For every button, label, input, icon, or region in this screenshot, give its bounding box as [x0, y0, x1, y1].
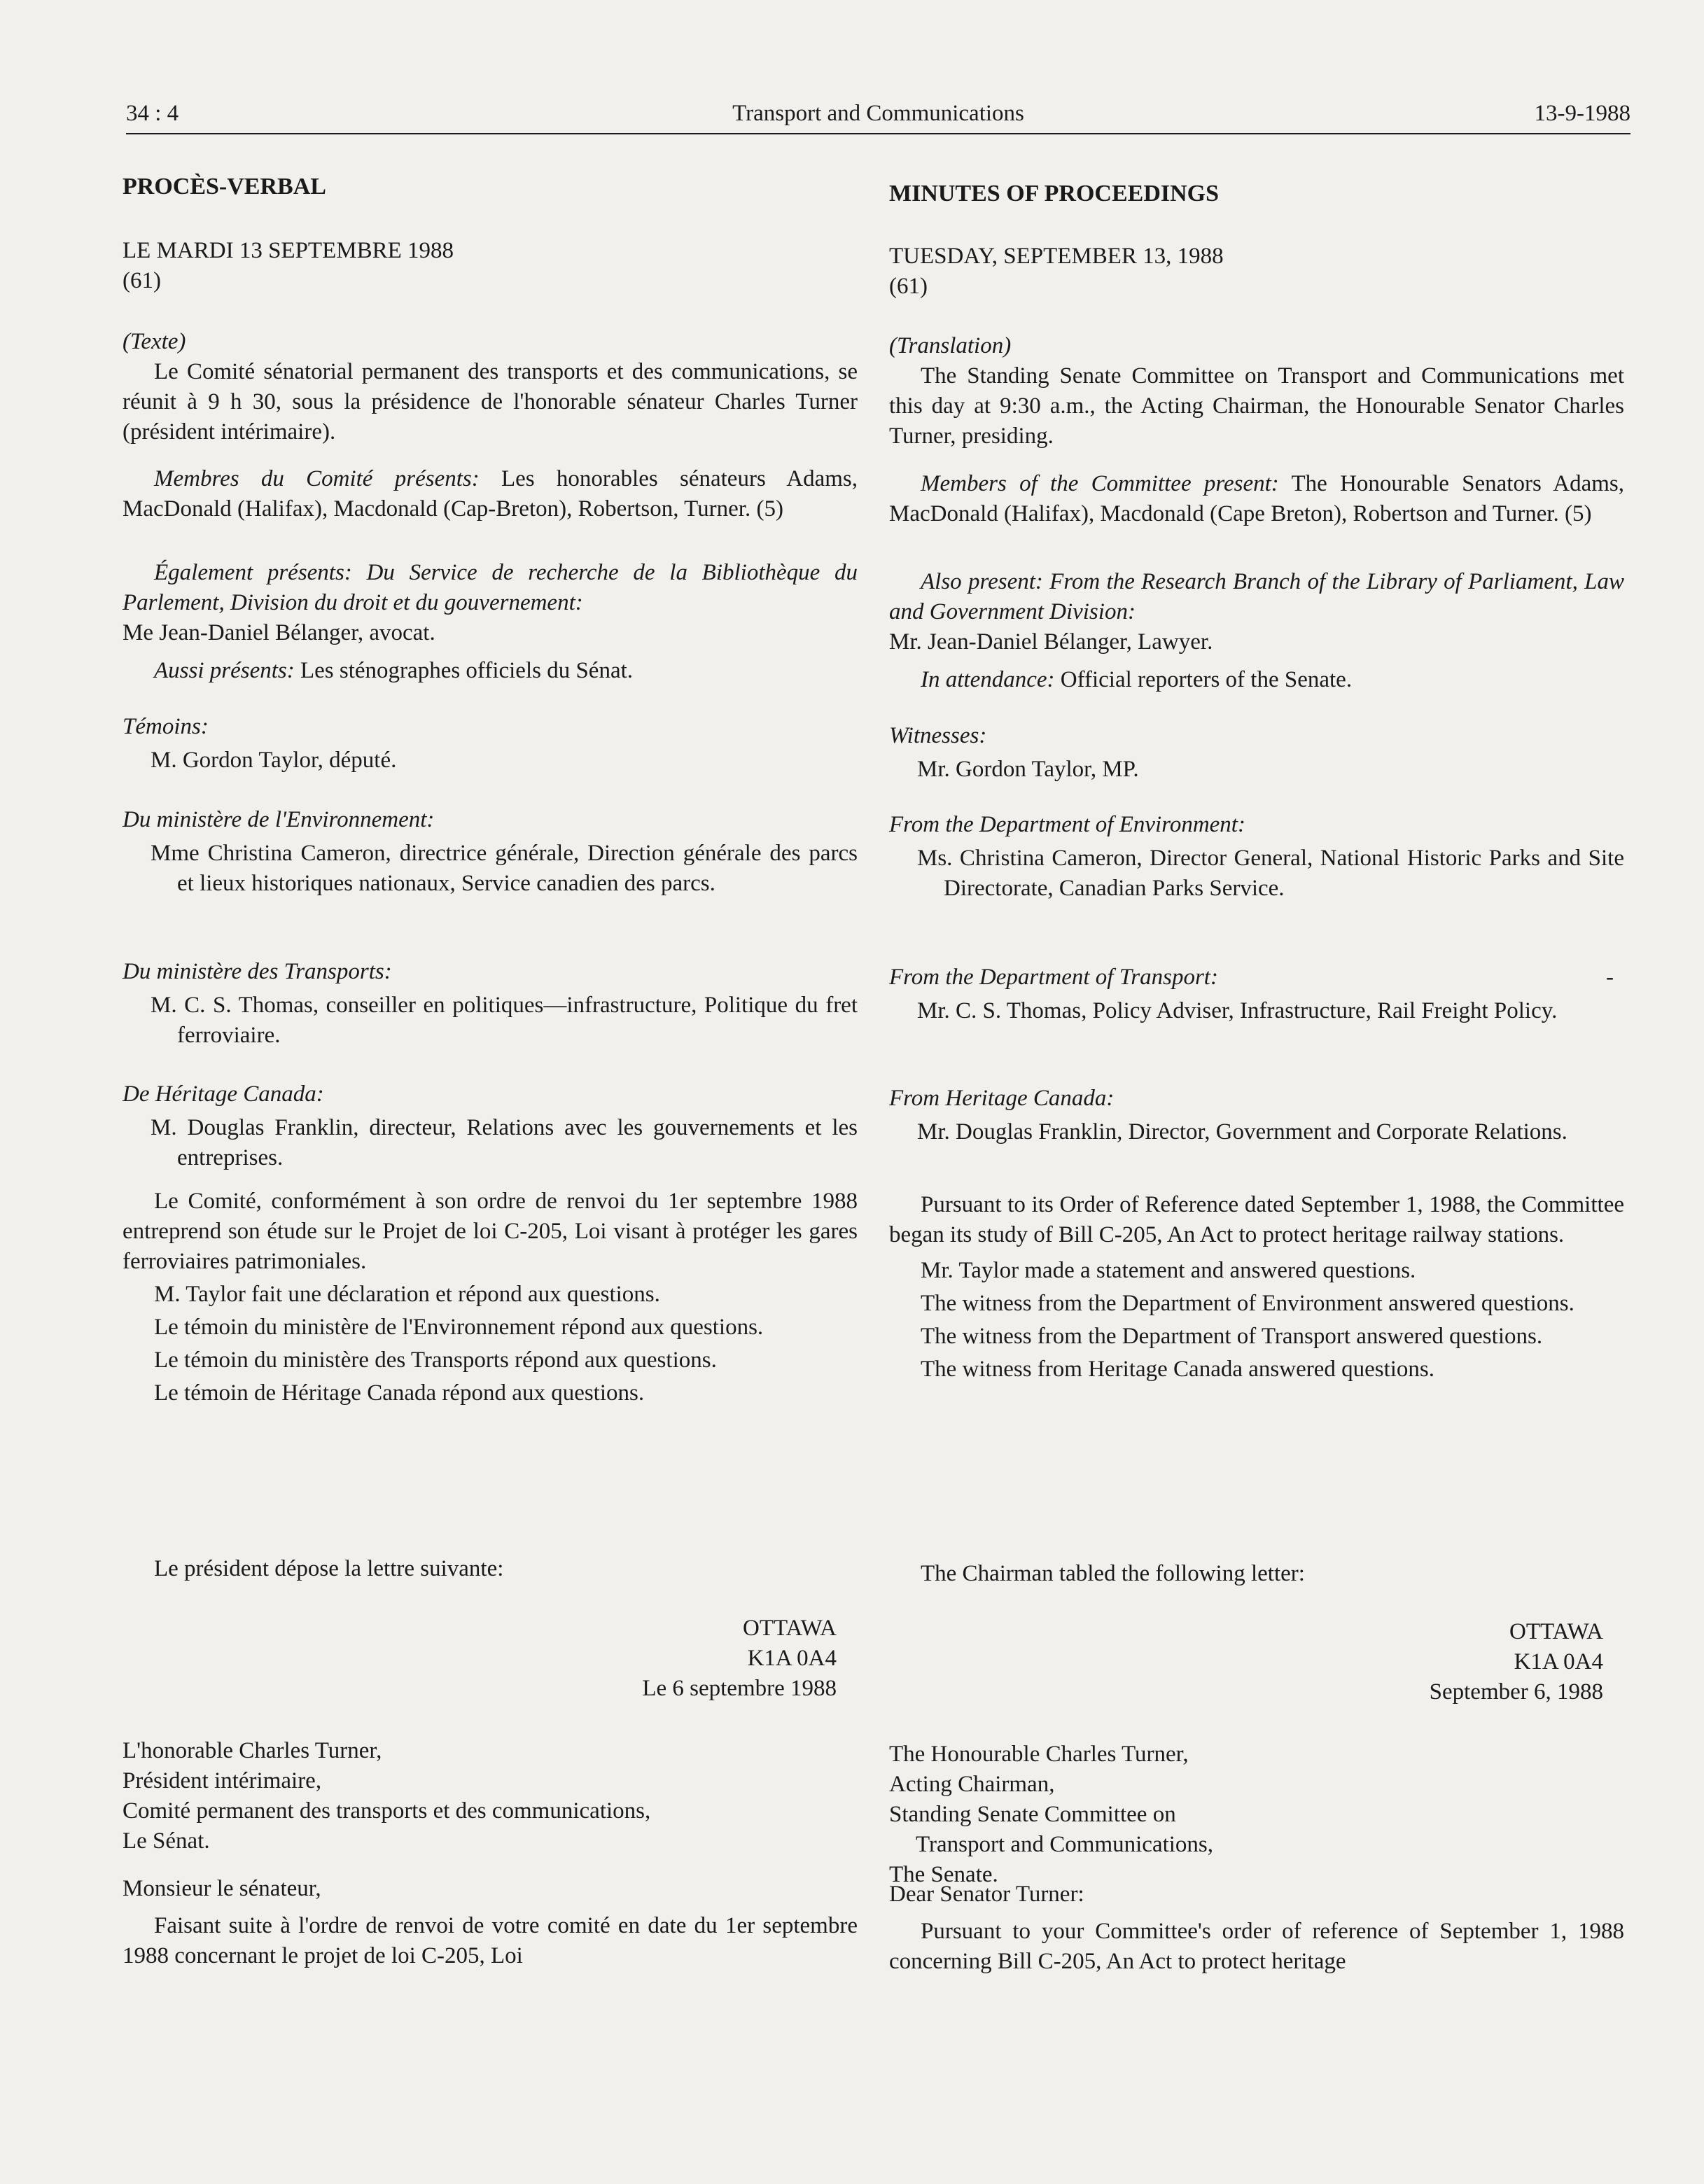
- english-para-env: The witness from the Department of Environment answered questions.: [921, 1291, 1574, 1316]
- english-transport-label: From the Department of Transport:: [889, 965, 1218, 990]
- english-translation-label: (Translation): [889, 333, 1012, 358]
- french-witness-taylor: M. Gordon Taylor, député.: [151, 748, 397, 773]
- english-witnesses-label: Witnesses:: [889, 723, 987, 748]
- english-para-heritage: The witness from Heritage Canada answered questions.: [921, 1357, 1435, 1382]
- french-also-present-label: Également présents: Du Service de recherche de la Bibliothèque du Parlement, Division du droit et du gouvernement:: [123, 560, 858, 615]
- french-letter-dateline: [123, 1614, 858, 1704]
- french-city: OTTAWA: [742, 1616, 837, 1641]
- french-para-env: Le témoin du ministère de l'Environnement répond aux questions.: [154, 1315, 764, 1340]
- stray-dash-mark: -: [1606, 965, 1614, 990]
- running-header: [126, 97, 1630, 134]
- english-also-present: Mr. Jean-Daniel Bélanger, Lawyer.: [889, 629, 1213, 654]
- english-letter-body: Pursuant to your Committee's order of reference of September 1, 1988 concerning Bill C-205, An Act to protect heritage: [889, 1919, 1624, 1974]
- english-witness-taylor: Mr. Gordon Taylor, MP.: [917, 757, 1139, 782]
- page-number: 34 : 4: [126, 101, 179, 126]
- english-para-taylor: Mr. Taylor made a statement and answered questions.: [921, 1258, 1416, 1283]
- english-sitting-number: (61): [889, 274, 928, 299]
- english-also-present-label: Also present: From the Research Branch of the Library of Parliament, Law and Government Division:: [889, 569, 1624, 624]
- english-salutation: Dear Senator Turner:: [889, 1882, 1084, 1907]
- english-witness-env: Ms. Christina Cameron, Director General, National Historic Parks and Site Directorate, Canadian Parks Service.: [917, 846, 1624, 901]
- running-title: Transport and Communications: [732, 101, 1024, 126]
- english-witness-heritage: Mr. Douglas Franklin, Director, Government and Corporate Relations.: [917, 1119, 1567, 1144]
- french-also-present: Me Jean-Daniel Bélanger, avocat.: [123, 620, 435, 645]
- english-attendance: In attendance: Official reporters of the Senate.: [921, 667, 1353, 692]
- french-para-heritage: Le témoin de Héritage Canada répond aux questions.: [154, 1380, 645, 1406]
- french-sitting-number: (61): [123, 268, 161, 293]
- french-witness-heritage: M. Douglas Franklin, directeur, Relations avec les gouvernements et les entreprises.: [151, 1115, 858, 1170]
- french-date-line: LE MARDI 13 SEPTEMBRE 1988: [123, 238, 454, 263]
- french-para-transport: Le témoin du ministère des Transports répond aux questions.: [154, 1348, 717, 1373]
- french-tabled: Le président dépose la lettre suivante:: [154, 1556, 504, 1581]
- french-intro: Le Comité sénatorial permanent des transports et des communications, se réunit à 9 h 30, sous la présidence de l'honorable sénateur Charles Turner (président intérimaire).: [123, 359, 858, 444]
- french-letter-body: Faisant suite à l'ordre de renvoi de votre comité en date du 1er septembre 1988 concernant le projet de loi C-205, Loi: [123, 1913, 858, 1968]
- french-members: Membres du Comité présents: Les honorables sénateurs Adams, MacDonald (Halifax), Macdonald (Cap-Breton), Robertson, Turner. (5): [123, 466, 858, 522]
- french-transport-label: Du ministère des Transports:: [123, 959, 392, 984]
- english-members: Members of the Committee present: The Honourable Senators Adams, MacDonald (Halifax), Macdonald (Cape Breton), Robertson and Turner. (5): [889, 471, 1625, 526]
- french-aussi: Aussi présents: Les sténographes officiels du Sénat.: [154, 658, 634, 683]
- french-heading: PROCÈS-VERBAL: [123, 174, 326, 200]
- english-tabled: The Chairman tabled the following letter:: [921, 1561, 1305, 1586]
- french-para-taylor: M. Taylor fait une déclaration et répond aux questions.: [154, 1282, 660, 1307]
- english-postal: K1A 0A4: [1514, 1649, 1603, 1674]
- french-postal: K1A 0A4: [747, 1646, 837, 1671]
- french-salutation: Monsieur le sénateur,: [123, 1876, 321, 1901]
- english-env-label: From the Department of Environment:: [889, 812, 1245, 837]
- french-witness-env: Mme Christina Cameron, directrice générale, Direction générale des parcs et lieux historiques nationaux, Service canadien des parcs.: [151, 841, 858, 896]
- english-heritage-label: From Heritage Canada:: [889, 1086, 1115, 1111]
- english-para-transport: The witness from the Department of Transport answered questions.: [921, 1324, 1543, 1349]
- french-letter-date: Le 6 septembre 1988: [642, 1676, 837, 1701]
- french-env-label: Du ministère de l'Environnement:: [123, 807, 435, 832]
- english-letter-dateline: [889, 1617, 1624, 1707]
- french-heritage-label: De Héritage Canada:: [123, 1082, 324, 1107]
- french-address: L'honorable Charles Turner, Président intérimaire, Comité permanent des transports et des communications, Le Sénat.: [123, 1738, 651, 1854]
- english-city: OTTAWA: [1509, 1619, 1603, 1644]
- english-para-order: Pursuant to its Order of Reference dated September 1, 1988, the Committee began its study of Bill C-205, An Act to protect heritage railway stations.: [889, 1192, 1624, 1247]
- header-date: 13-9-1988: [1534, 101, 1630, 126]
- french-para-order: Le Comité, conformément à son ordre de renvoi du 1er septembre 1988 entreprend son étude sur le Projet de loi C-205, Loi visant à protéger les gares ferroviaires patrimoniales.: [123, 1189, 858, 1274]
- english-address: The Honourable Charles Turner, Acting Chairman, Standing Senate Committee on Transport and Communications, The Senate.: [889, 1742, 1214, 1887]
- french-text-label: (Texte): [123, 329, 186, 354]
- english-letter-date: September 6, 1988: [1429, 1679, 1603, 1704]
- english-witness-transport: Mr. C. S. Thomas, Policy Adviser, Infrastructure, Rail Freight Policy.: [917, 998, 1558, 1023]
- french-witness-transport: M. C. S. Thomas, conseiller en politiques—infrastructure, Politique du fret ferroviaire.: [151, 993, 858, 1048]
- english-date-line: TUESDAY, SEPTEMBER 13, 1988: [889, 244, 1224, 269]
- english-intro: The Standing Senate Committee on Transport and Communications met this day at 9:30 a.m., the Acting Chairman, the Honourable Senator Charles Turner, presiding.: [889, 363, 1624, 449]
- english-heading: MINUTES OF PROCEEDINGS: [889, 181, 1220, 206]
- french-witnesses-label: Témoins:: [123, 714, 209, 739]
